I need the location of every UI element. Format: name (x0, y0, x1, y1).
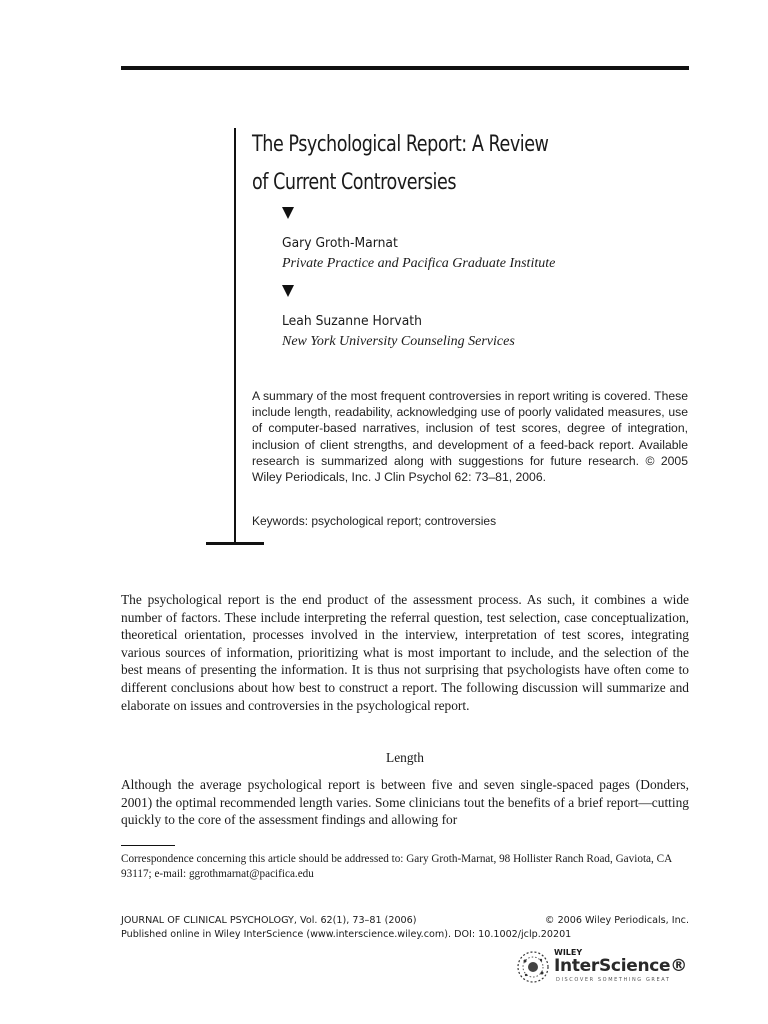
title-rule-foot (206, 542, 264, 545)
article-title (252, 126, 684, 202)
wiley-interscience-logo (516, 946, 692, 988)
journal-citation: JOURNAL OF CLINICAL PSYCHOLOGY, Vol. 62(1), 73–81 (2006) (121, 915, 417, 926)
keywords: Keywords: psychological report; controversies (252, 514, 497, 528)
top-rule (121, 66, 689, 70)
logo-tagline: DISCOVER SOMETHING GREAT (556, 977, 671, 983)
body-paragraph: Although the average psychological report is between five and seven single-spaced pages (Donders, 2001) the optimal recommended length varies. Some clinicians tout the benefits of a brief report—cutting quickly to the core of the assessment findings and allowing for (121, 777, 689, 828)
article-title-line1: The Psychological Report: A Review (252, 132, 549, 157)
author-name: Leah Suzanne Horvath (282, 314, 422, 329)
body-paragraph: The psychological report is the end product of the assessment process. As such, it combines a wide number of factors. These include interpreting the referral question, test selection, case conceptualization, theoretical orientation, processes involved in the interview, interpretation of test scores, integrating various sources of information, prioritizing what is most important to include, and the selection of the best means of presenting the information. It is thus not surprising that psychologists have often come to different conclusions about how best to construct a report. The following discussion will summarize and elaborate on issues and controversies in the psychological report. (121, 592, 689, 713)
title-vertical-rule (234, 128, 236, 544)
globe-icon (516, 950, 550, 984)
author-affiliation: New York University Counseling Services (282, 334, 515, 349)
logo-interscience-text: InterScience® (554, 956, 687, 976)
footnote: Correspondence concerning this article should be addressed to: Gary Groth-Marnat, 98 Hollister Ranch Road, Gaviota, CA 93117; e-mail: ggrothmarnat@pacifica.edu (121, 853, 672, 880)
footer-published-line (121, 929, 689, 940)
published-online: Published online in Wiley InterScience (www.interscience.wiley.com). DOI: 10.1002/jclp.20201 (121, 929, 572, 940)
footer-journal-line (121, 915, 689, 926)
copyright-notice: © 2006 Wiley Periodicals, Inc. (544, 915, 689, 926)
triangle-bullet-icon (282, 285, 294, 297)
logo-wiley-text: WILEY (554, 948, 583, 957)
footnote-rule (121, 845, 175, 846)
triangle-bullet-icon (282, 207, 294, 219)
abstract: A summary of the most frequent controversies in report writing is covered. These include length, readability, acknowledging use of poorly validated measures, use of computer-based narratives, inclusion of test scores, degree of integration, inclusion of client strengths, and development of a feed-back report. Available research is summarized along with suggestions for future research. © 2005 Wiley Periodicals, Inc. J Clin Psychol 62: 73–81, 2006. (252, 389, 688, 485)
author-name: Gary Groth-Marnat (282, 236, 398, 251)
article-title-line2: of Current Controversies (252, 170, 457, 195)
author-affiliation: Private Practice and Pacifica Graduate Institute (282, 256, 556, 271)
section-heading: Length (386, 750, 424, 765)
